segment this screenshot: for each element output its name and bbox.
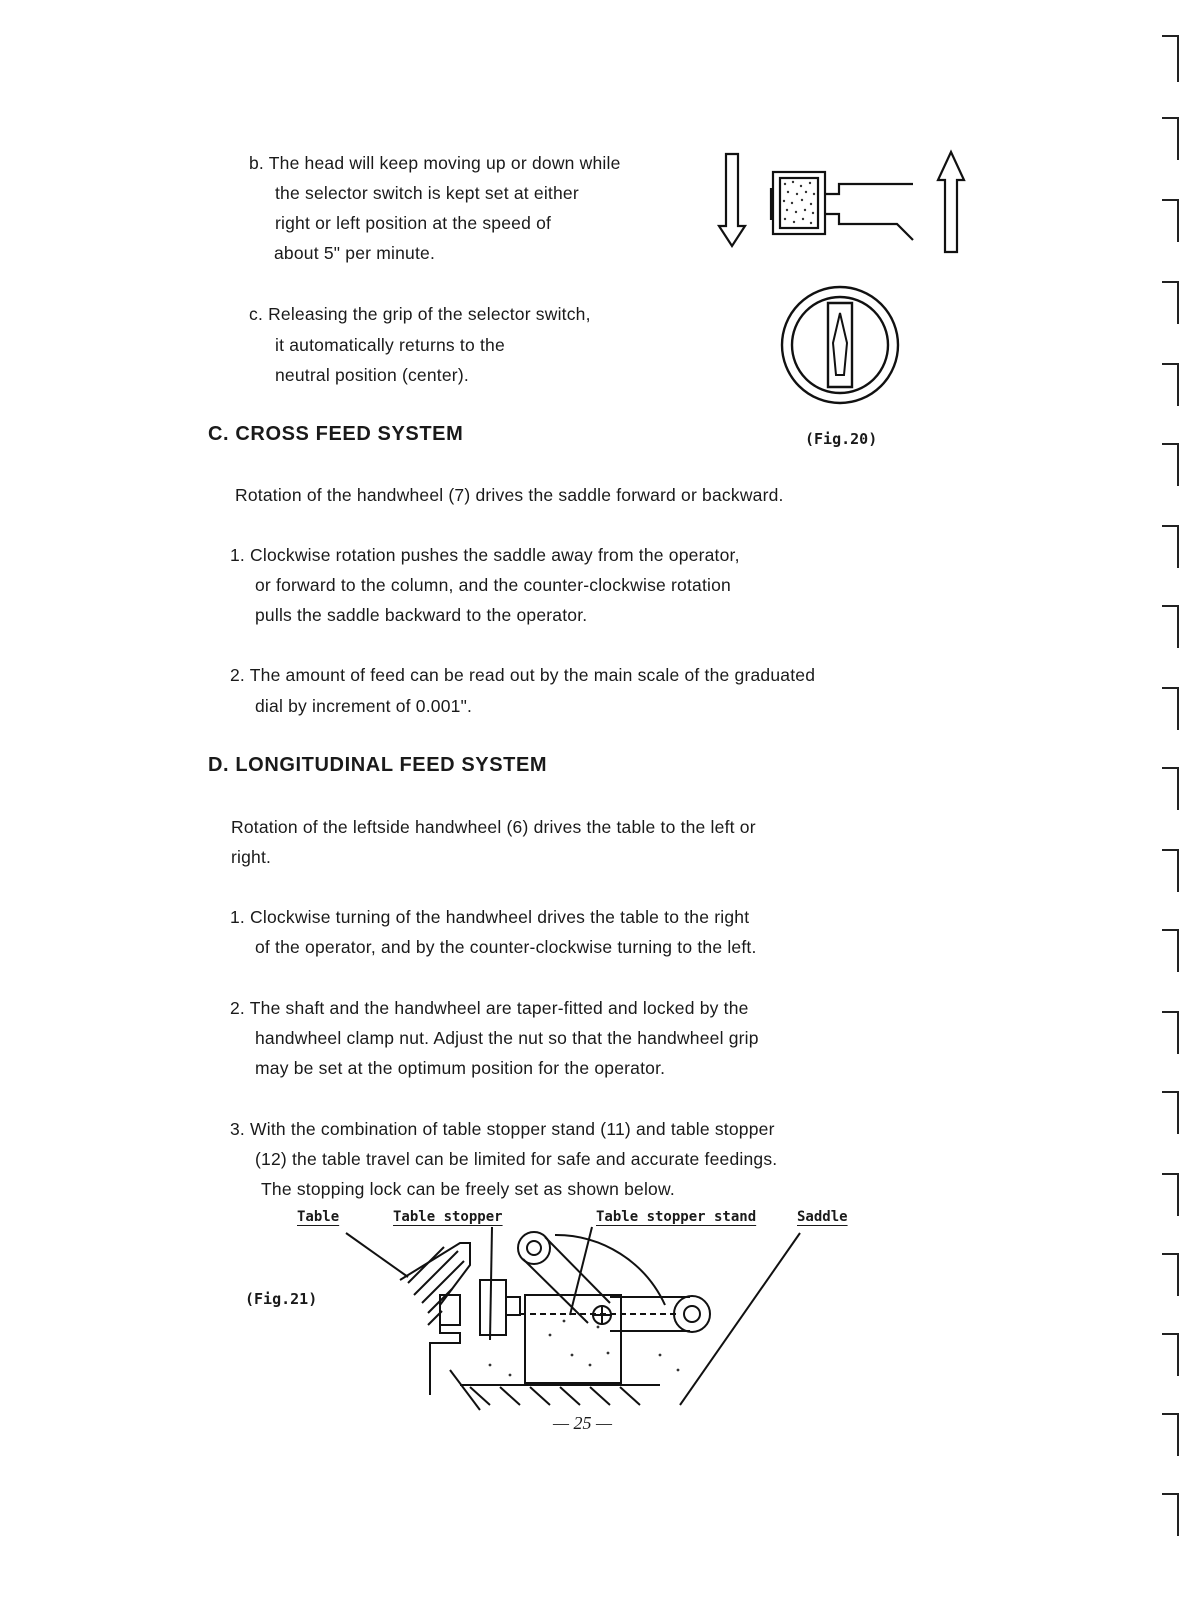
long-item3-line-1: 3. With the combination of table stopper stand (11) and table stopper — [230, 1119, 775, 1139]
cross-item2-line-2: dial by increment of 0.001". — [255, 696, 473, 716]
item-b-line-2: the selector switch is kept set at either — [275, 183, 579, 203]
item-b-line-1: b. The head will keep moving up or down while — [249, 153, 621, 173]
long-item2-line-1: 2. The shaft and the handwheel are taper-fitted and locked by the — [230, 998, 749, 1018]
item-b-line-4: about 5" per minute. — [274, 243, 436, 263]
long-item3-line-2: (12) the table travel can be limited for safe and accurate feedings. — [255, 1149, 778, 1169]
head-movement-illustration — [715, 148, 975, 258]
long-item2-line-2: handwheel clamp nut. Adjust the nut so that the handwheel grip — [255, 1028, 759, 1048]
cross-item1-line-3: pulls the saddle backward to the operator. — [255, 605, 588, 625]
long-intro-line-1: Rotation of the leftside handwheel (6) drives the table to the left or — [231, 817, 756, 837]
fig21-label-table-stopper-stand: Table stopper stand — [596, 1209, 757, 1225]
long-item1-line-1: 1. Clockwise turning of the handwheel drives the table to the right — [230, 907, 750, 927]
long-item1-line-2: of the operator, and by the counter-clockwise turning to the left. — [255, 937, 757, 957]
cross-item2-line-1: 2. The amount of feed can be read out by the main scale of the graduated — [230, 665, 816, 685]
fig20-caption: (Fig.20) — [805, 430, 878, 448]
fig21-caption: (Fig.21) — [245, 1290, 318, 1308]
cross-item1-line-1: 1. Clockwise rotation pushes the saddle away from the operator, — [230, 545, 740, 565]
page-number: — 25 — — [553, 1413, 613, 1433]
item-c-line-3: neutral position (center). — [275, 365, 469, 385]
cross-item1-line-2: or forward to the column, and the counter-clockwise rotation — [255, 575, 731, 595]
selector-switch-icon — [778, 283, 902, 407]
fig21-label-table: Table — [297, 1209, 340, 1225]
cross-feed-heading: C. CROSS FEED SYSTEM — [208, 423, 464, 445]
down-arrow-icon — [719, 154, 745, 246]
item-c-line-2: it automatically returns to the — [275, 335, 505, 355]
longitudinal-feed-heading: D. LONGITUDINAL FEED SYSTEM — [208, 754, 548, 776]
long-item2-line-3: may be set at the optimum position for the operator. — [255, 1058, 666, 1078]
up-arrow-icon — [938, 152, 964, 252]
long-intro-line-2: right. — [231, 847, 272, 867]
item-b-line-3: right or left position at the speed of — [275, 213, 552, 233]
grinding-wheel-icon — [771, 172, 913, 240]
cross-feed-intro: Rotation of the handwheel (7) drives the saddle forward or backward. — [235, 485, 784, 505]
binder-edge-marks — [1160, 30, 1190, 1590]
long-item3-line-3: The stopping lock can be freely set as shown below. — [261, 1179, 675, 1199]
item-c-line-1: c. Releasing the grip of the selector switch, — [249, 304, 591, 324]
fig21-label-saddle: Saddle — [797, 1209, 848, 1225]
table-stopper-diagram — [340, 1225, 840, 1415]
fig21-label-table-stopper: Table stopper — [393, 1209, 503, 1225]
